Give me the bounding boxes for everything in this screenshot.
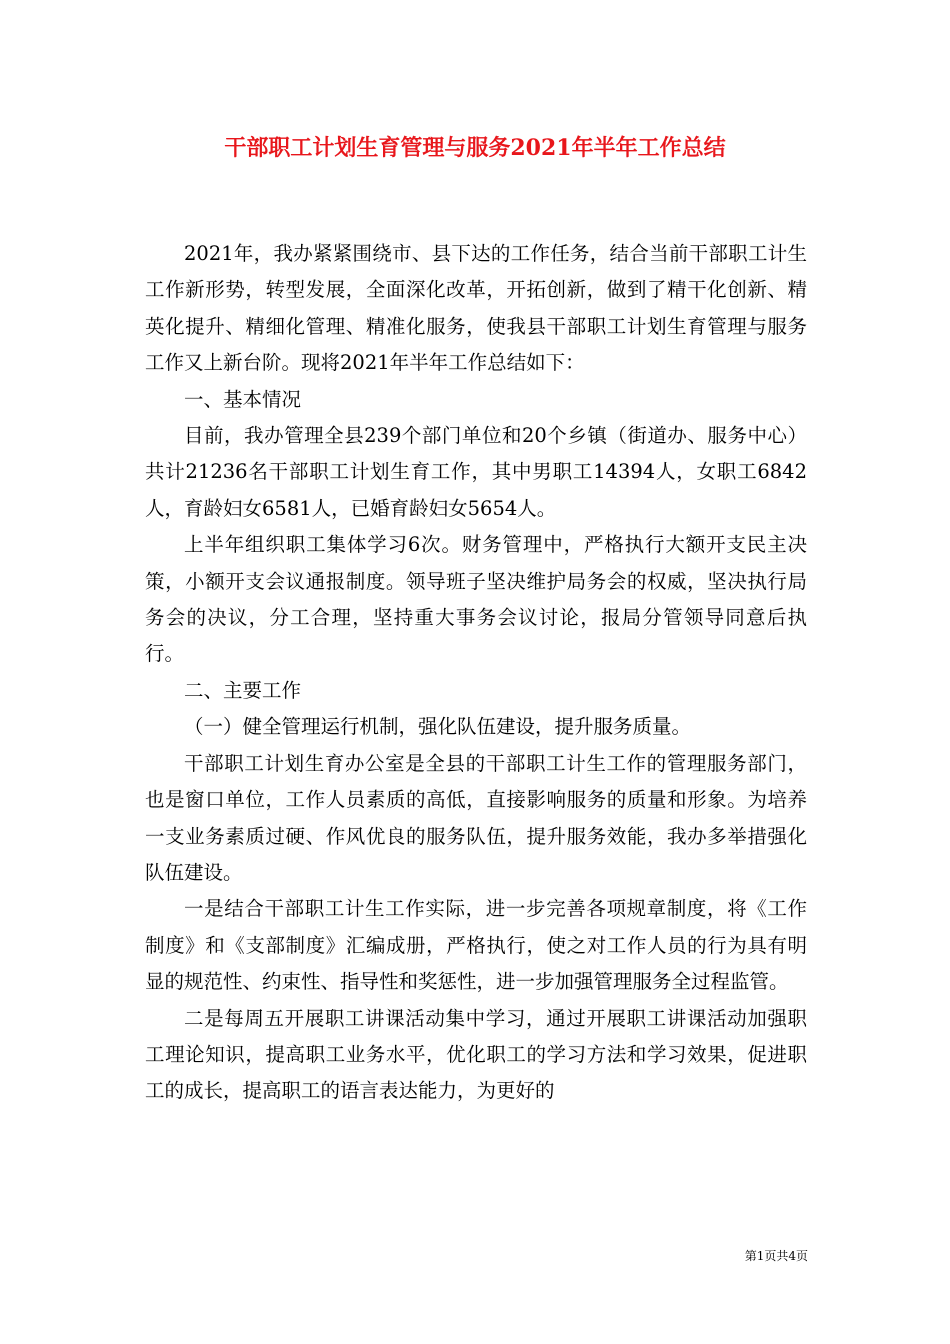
document-body	[145, 236, 807, 1110]
paragraph-office-role: 干部职工计划生育办公室是全县的干部职工计生工作的管理服务部门，也是窗口单位，工作人员素质的高低，直接影响服务的质量和形象。为培养一支业务素质过硬、作风优良的服务队伍，提升服务效能，我办多举措强化队伍建设。	[145, 751, 807, 884]
page-number: 第1页共4页	[744, 1249, 808, 1263]
paragraph-point-two: 二是每周五开展职工讲课活动集中学习，通过开展职工讲课活动加强职工理论知识，提高职工业务水平，优化职工的学习方法和学习效果，促进职工的成长，提高职工的语言表达能力，为更好的	[145, 1006, 807, 1103]
subsection-heading-mechanism: （一）健全管理运行机制，强化队伍建设，提升服务质量。	[184, 715, 692, 739]
paragraph-point-one: 一是结合干部职工计生工作实际，进一步完善各项规章制度，将《工作制度》和《支部制度》汇编成册，严格执行，使之对工作人员的行为具有明显的规范性、约束性、指导性和奖惩性，进一步加强管理服务全过程监管。	[145, 897, 807, 994]
section-heading-main-work: 二、主要工作	[184, 678, 302, 702]
paragraph-intro: 2021年，我办紧紧围绕市、县下达的工作任务，结合当前干部职工计生工作新形势，转型发展，全面深化改革，开拓创新，做到了精干化创新、精英化提升、精细化管理、精准化服务，使我县干部职工计划生育管理与服务工作又上新台阶。现将2021年半年工作总结如下：	[145, 242, 807, 375]
section-heading-basic-situation: 一、基本情况	[184, 387, 302, 411]
paragraph-first-half-study: 上半年组织职工集体学习6次。财务管理中，严格执行大额开支民主决策，小额开支会议通报制度。领导班子坚决维护局务会的权威，坚决执行局务会的决议，分工合理，坚持重大事务会议讨论，报局分管领导同意后执行。	[145, 533, 807, 666]
paragraph-current-status: 目前，我办管理全县239个部门单位和20个乡镇（街道办、服务中心）共计21236名干部职工计划生育工作，其中男职工14394人，女职工6842人，育龄妇女6581人，已婚育龄妇女5654人。	[145, 424, 807, 520]
document-title: 干部职工计划生育管理与服务2021年半年工作总结	[224, 135, 726, 161]
